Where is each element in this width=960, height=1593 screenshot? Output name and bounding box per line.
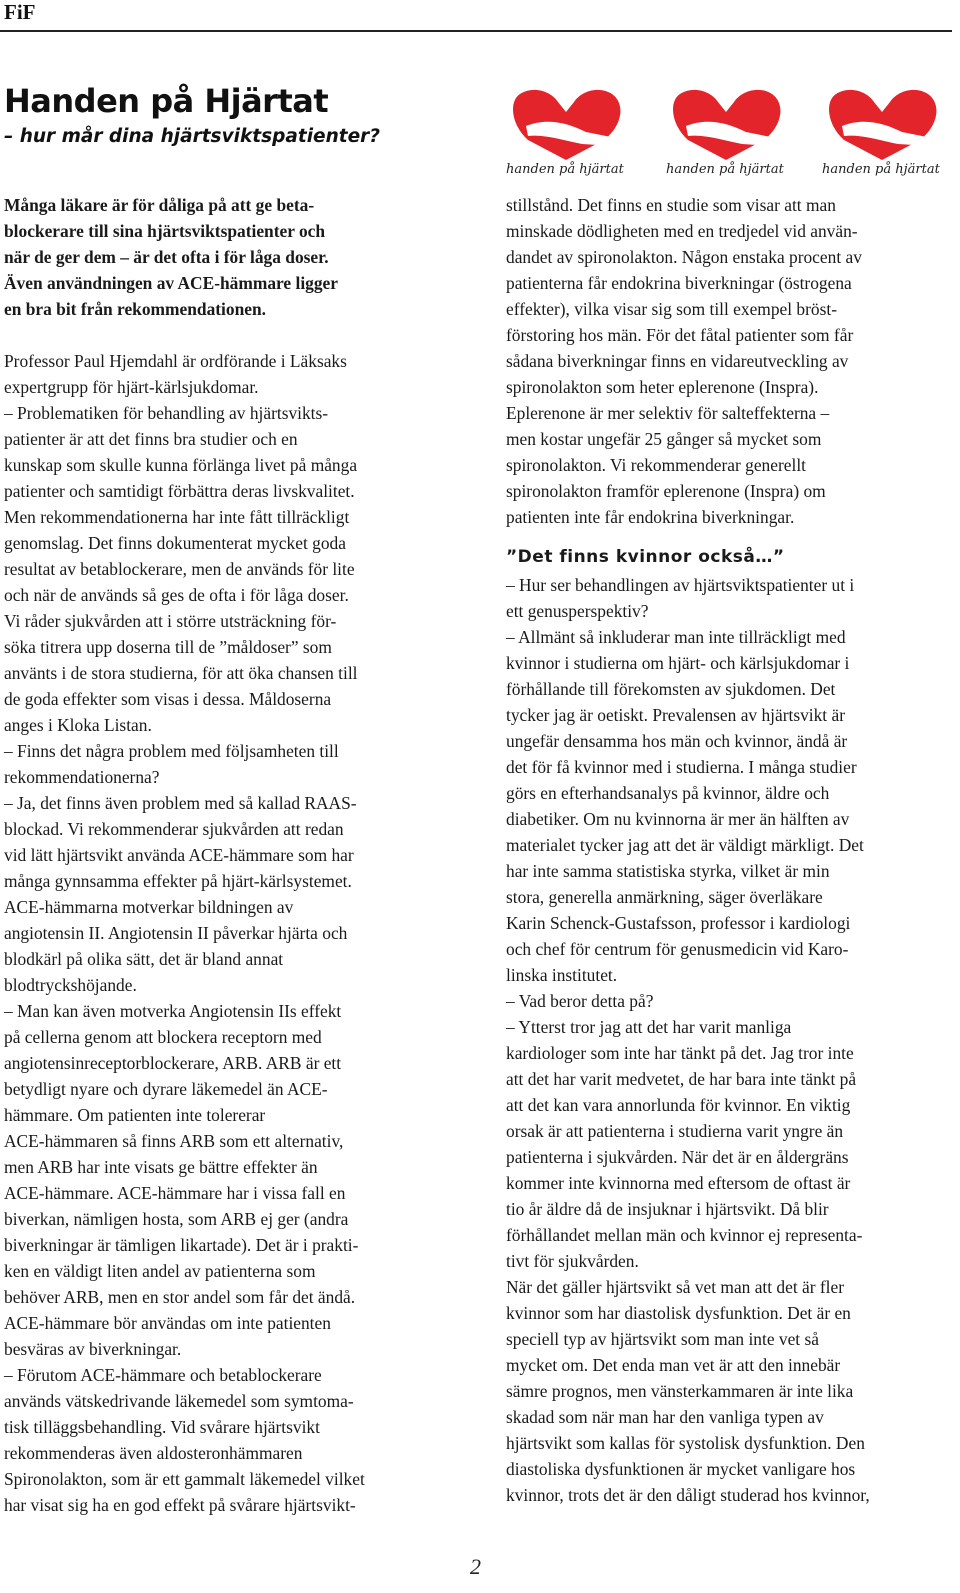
body-line: orsak är att patienterna i studierna varit yngre än: [506, 1121, 844, 1141]
body-line: blockad. Vi rekommenderar sjukvården att redan: [4, 819, 344, 839]
body-line: förhållande till förekomsten av sjukdomen. Det: [506, 679, 836, 699]
body-line: kardiologer som inte har tänkt på det. Jag tror inte: [506, 1043, 854, 1063]
body-line: men ARB har inte visats ge bättre effekter än: [4, 1157, 318, 1177]
body-line: besväras av biverkningar.: [4, 1339, 182, 1359]
body-line: patienter och samtidigt förbättra deras livskvalitet.: [4, 481, 355, 501]
body-line: tivt för sjukvården.: [506, 1251, 639, 1271]
body-line: biverkan, nämligen hosta, som ARB ej ger (andra: [4, 1209, 349, 1229]
body-line: kunskap som skulle kunna förlänga livet på många: [4, 455, 358, 475]
body-line: Karin Schenck-Gustafsson, professor i kardiologi: [506, 913, 851, 933]
body-line: tycker jag är oetiskt. Prevalensen av hjärtsvikt är: [506, 705, 845, 725]
body-line: betydligt nyare och dyrare läkemedel än ACE-: [4, 1079, 328, 1099]
body-line: rekommenderas även aldosteronhämmaren: [4, 1443, 303, 1463]
body-line: på cellerna genom att blockera receptorn med: [4, 1027, 322, 1047]
body-line: – Finns det några problem med följsamheten till: [4, 741, 339, 761]
body-line: används vätskedrivande läkemedel som symtoma-: [4, 1391, 354, 1411]
body-line: ACE-hämmarna motverkar bildningen av: [4, 897, 294, 917]
body-line: att det kan vara annorlunda för kvinnor. En viktig: [506, 1095, 851, 1115]
body-line: – Vad beror detta på?: [506, 991, 654, 1011]
body-line: sämre prognos, men vänsterkammaren är inte lika: [506, 1381, 854, 1401]
heart-hand-icon: [666, 82, 790, 162]
body-line: Spironolakton, som är ett gammalt läkemedel vilket: [4, 1469, 365, 1489]
body-line: stillstånd. Det finns en studie som visar att man: [506, 195, 836, 215]
body-line: anges i Kloka Listan.: [4, 715, 152, 735]
body-line: När det gäller hjärtsvikt så vet man att det är fler: [506, 1277, 845, 1297]
body-line: blodkärl på olika sätt, det är bland annat: [4, 949, 284, 969]
logo-caption: handen på hjärtat: [666, 162, 784, 177]
paragraph-gap: [4, 322, 452, 348]
lead-line: blockerare till sina hjärtsviktspatienter och: [4, 221, 326, 241]
body-line: angiotensin II. Angiotensin II påverkar hjärta och: [4, 923, 348, 943]
body-line: ACE-hämmare. ACE-hämmare har i vissa fall en: [4, 1183, 346, 1203]
heart-hand-logo: [506, 82, 630, 186]
body-line: ett genusperspektiv?: [506, 601, 649, 621]
body-line: söka titrera upp doserna till de ”måldoser” som: [4, 637, 332, 657]
section-gap: [506, 530, 952, 542]
body-line: tio år äldre då de insjuknar i hjärtsvikt. Då blir: [506, 1199, 829, 1219]
body-line: kvinnor som har diastolisk dysfunktion. Det är en: [506, 1303, 851, 1323]
body-line: att det har varit medvetet, de har bara inte tänkt på: [506, 1069, 857, 1089]
logo-caption: handen på hjärtat: [822, 162, 940, 177]
body-line: skadad som när man har den vanliga typen av: [506, 1407, 824, 1427]
body-line: behöver ARB, men en stor andel som får det ändå.: [4, 1287, 356, 1307]
body-line: – Problematiken för behandling av hjärtsvikts-: [4, 403, 329, 423]
body-line: många gynnsamma effekter på hjärt-kärlsystemet.: [4, 871, 352, 891]
publication-name: FiF: [4, 0, 36, 24]
body-line: – Hur ser behandlingen av hjärtsviktspatienter ut i: [506, 575, 855, 595]
body-line: – Allmänt så inkluderar man inte tillräckligt med: [506, 627, 846, 647]
page-number: 2: [470, 1554, 481, 1579]
body-line: det för få kvinnor med i studierna. I många studier: [506, 757, 857, 777]
body-line: expertgrupp för hjärt-kärlsjukdomar.: [4, 377, 259, 397]
left-column: [4, 192, 452, 1518]
body-line: förstoring hos män. För det fåtal patienter som får: [506, 325, 854, 345]
body-line: dandet av spironolakton. Någon enstaka procent av: [506, 247, 862, 267]
body-line: effekter), vilka visar sig som till exempel bröst-: [506, 299, 837, 319]
body-line: kommer inte kvinnorna med eftersom de oftast är: [506, 1173, 851, 1193]
body-line: diabetiker. Om nu kvinnorna är mer än hälften av: [506, 809, 850, 829]
body-line: biverkningar är tämligen likartade). Det är i prakti-: [4, 1235, 359, 1255]
body-line: har inte samma statistiska styrka, vilket är min: [506, 861, 830, 881]
body-line: stora, generella anmärkning, säger överläkare: [506, 887, 823, 907]
body-line: görs en efterhandsanalys på kvinnor, äldre och: [506, 783, 830, 803]
body-line: – Ytterst tror jag att det har varit manliga: [506, 1017, 792, 1037]
body-line: och chef för centrum för genusmedicin vid Karo-: [506, 939, 849, 959]
body-line: blodtryckshöjande.: [4, 975, 137, 995]
logo-caption: handen på hjärtat: [506, 162, 624, 177]
body-line: resultat av betablockerare, men de används för lite: [4, 559, 355, 579]
body-line: använts i de stora studierna, för att öka chansen till: [4, 663, 358, 683]
body-line: spironolakton framför eplerenone (Inspra) om: [506, 481, 826, 501]
body-line: – Ja, det finns även problem med så kallad RAAS-: [4, 793, 357, 813]
body-line: men kostar ungefär 25 gånger så mycket som: [506, 429, 822, 449]
page-header: [0, 0, 960, 34]
article-title: Handen på Hjärtat: [4, 82, 329, 120]
body-line: patienter är att det finns bra studier och en: [4, 429, 298, 449]
body-line: Professor Paul Hjemdahl är ordförande i Läksaks: [4, 351, 347, 371]
body-line: ACE-hämmare bör användas om inte patienten: [4, 1313, 331, 1333]
body-line: vid lätt hjärtsvikt använda ACE-hämmare som har: [4, 845, 354, 865]
body-line: ken en väldigt liten andel av patienterna som: [4, 1261, 316, 1281]
body-line: spironolakton som heter eplerenone (Inspra).: [506, 377, 819, 397]
logo-strip: [506, 82, 952, 186]
body-line: spironolakton. Vi rekommenderar generellt: [506, 455, 806, 475]
lead-line: en bra bit från rekommendationen.: [4, 299, 266, 319]
body-line: minskade dödligheten med en tredjedel vid använ-: [506, 221, 858, 241]
lead-line: Många läkare är för dåliga på att ge beta-: [4, 195, 315, 215]
body-line: diastoliska dysfunktionen är mycket vanligare hos: [506, 1459, 856, 1479]
body-line: sådana biverkningar finns en vidareutveckling av: [506, 351, 849, 371]
body-line: – Förutom ACE-hämmare och betablockerare: [4, 1365, 322, 1385]
body-line: har visat sig ha en god effekt på svårare hjärtsvikt-: [4, 1495, 356, 1515]
body-line: mycket om. Det enda man vet är att den innebär: [506, 1355, 841, 1375]
body-line: kvinnor, trots det är den dåligt studerad hos kvinnor,: [506, 1485, 870, 1505]
heart-hand-icon: [506, 82, 630, 162]
body-line: rekommendationerna?: [4, 767, 160, 787]
body-line: Eplerenone är mer selektiv för salteffekterna –: [506, 403, 830, 423]
heart-hand-logo: [822, 82, 946, 186]
body-line: speciell typ av hjärtsvikt som man inte vet så: [506, 1329, 819, 1349]
lead-line: när de ger dem – är det ofta i för låga doser.: [4, 247, 329, 267]
body-line: genomslag. Det finns dokumenterat mycket goda: [4, 533, 346, 553]
lead-line: Även användningen av ACE-hämmare ligger: [4, 273, 338, 293]
heart-hand-icon: [822, 82, 946, 162]
body-line: patienten inte får endokrina biverkningar.: [506, 507, 795, 527]
body-line: materialet tycker jag att det är väldigt märkligt. Det: [506, 835, 864, 855]
body-line: linska institutet.: [506, 965, 618, 985]
body-line: patienterna i sjukvården. När det är en åldergräns: [506, 1147, 849, 1167]
body-line: ungefär densamma hos män och kvinnor, ändå är: [506, 731, 848, 751]
body-line: Men rekommendationerna har inte fått tillräckligt: [4, 507, 350, 527]
section-heading: ”Det finns kvinnor också…”: [506, 547, 785, 567]
body-line: kvinnor i studierna om hjärt- och kärlsjukdomar i: [506, 653, 850, 673]
body-line: och när de används så ges de ofta i för låga doser.: [4, 585, 349, 605]
body-line: förhållandet mellan män och kvinnor ej representa-: [506, 1225, 863, 1245]
right-column: [506, 192, 952, 1508]
article-subtitle: – hur mår dina hjärtsviktspatienter?: [4, 126, 381, 147]
body-line: de goda effekter som visas i dessa. Måldoserna: [4, 689, 332, 709]
body-line: tisk tilläggsbehandling. Vid svårare hjärtsvikt: [4, 1417, 320, 1437]
body-line: angiotensinreceptorblockerare, ARB. ARB är ett: [4, 1053, 342, 1073]
header-rule: [0, 30, 952, 32]
body-line: ACE-hämmaren så finns ARB som ett alternativ,: [4, 1131, 344, 1151]
heart-hand-logo: [666, 82, 790, 186]
body-line: patienterna får endokrina biverkningar (östrogena: [506, 273, 852, 293]
body-line: hjärtsvikt som kallas för systolisk dysfunktion. Den: [506, 1433, 865, 1453]
body-line: – Man kan även motverka Angiotensin IIs effekt: [4, 1001, 342, 1021]
body-line: hämmare. Om patienten inte tolererar: [4, 1105, 266, 1125]
body-line: Vi råder sjukvården att i större utsträckning för-: [4, 611, 337, 631]
